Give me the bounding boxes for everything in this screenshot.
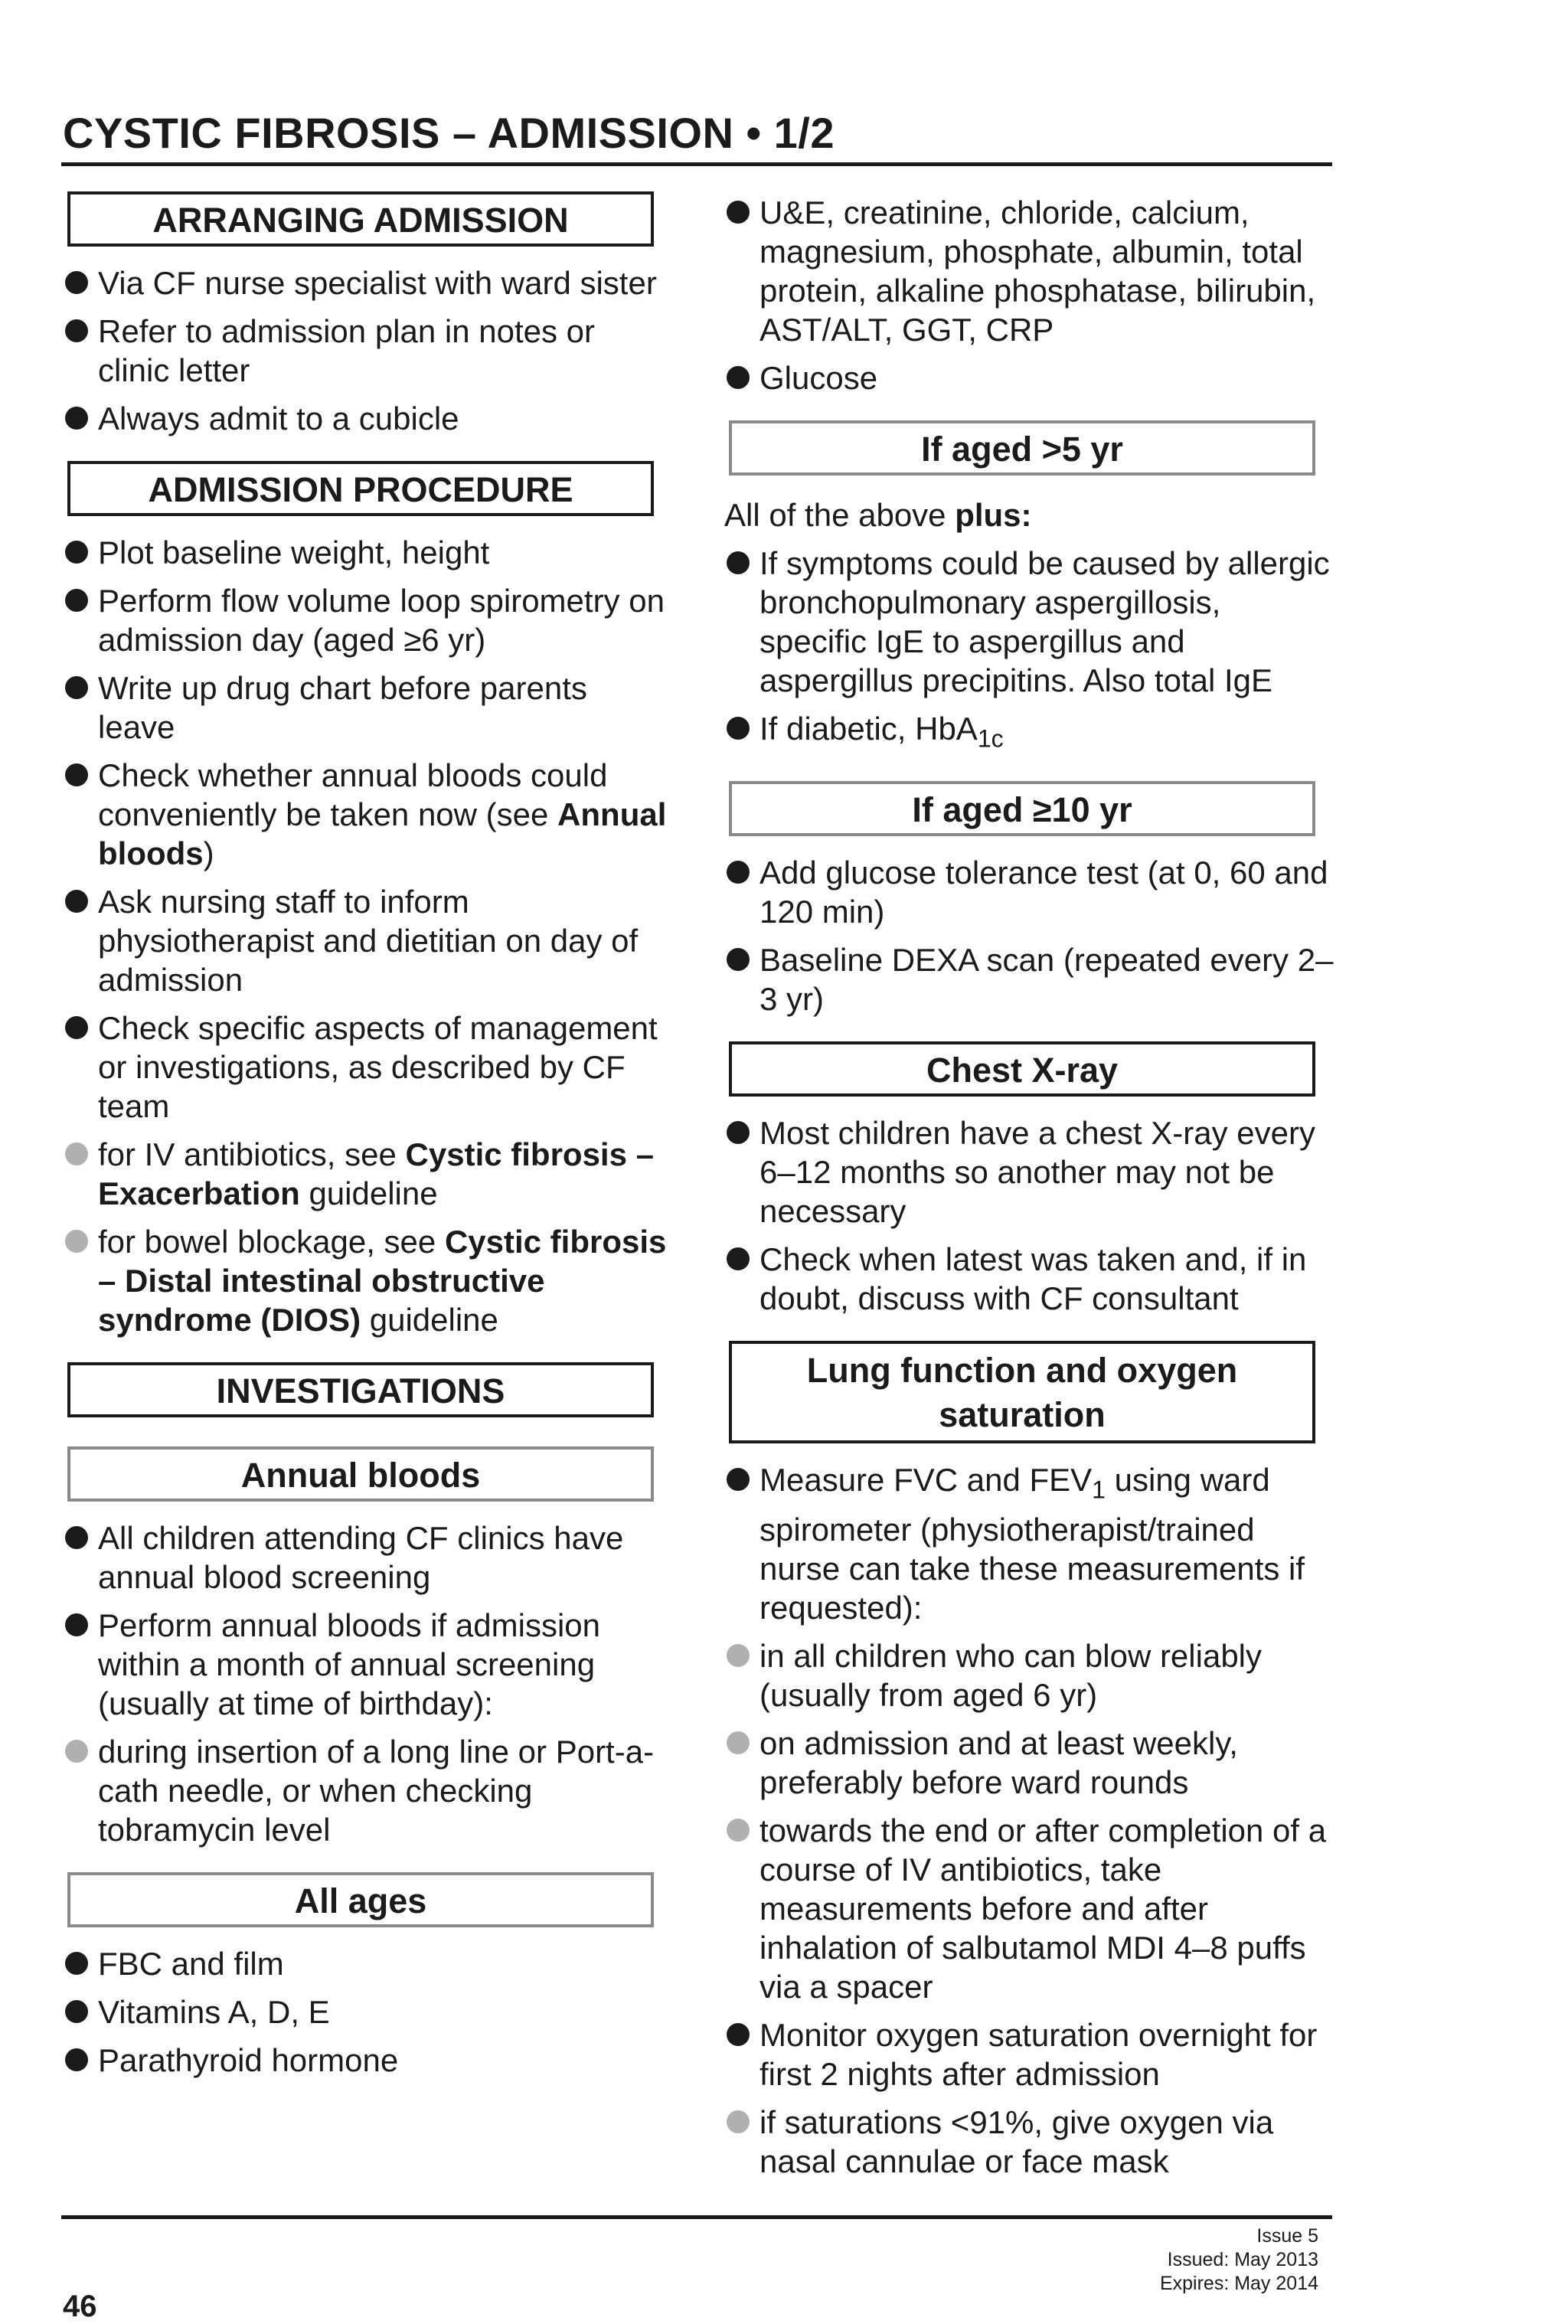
cross-reference-exacerbation: Cystic fibrosis – Exacerbation xyxy=(98,1136,654,1211)
sub-bullet-icon xyxy=(727,1644,750,1667)
sub-bullet-icon xyxy=(65,1230,88,1253)
list-item: Always admit to a cubicle xyxy=(63,399,668,438)
list-item: All children attending CF clinics have annual blood screening xyxy=(63,1518,668,1597)
bullet-icon xyxy=(727,717,750,740)
section-heading-all-ages: All ages xyxy=(67,1872,654,1927)
list-item: Measure FVC and $FEV_1$ using ward spirometer (physiotherapist/trained nurse can take these measurements if requested): xyxy=(724,1460,1337,1626)
list-item: If diabetic, HbA$_{1c}$ xyxy=(724,709,1337,758)
bullet-icon xyxy=(65,1526,88,1549)
aged-10-plus-list xyxy=(724,853,1337,1018)
bullet-icon xyxy=(65,676,88,699)
list-item: U&E, creatinine, chloride, calcium, magnesium, phosphate, albumin, total protein, alkaline phosphatase, bilirubin, AST/ALT, GGT, CRP xyxy=(724,193,1337,349)
list-item: Glucose xyxy=(724,358,1337,397)
sub-list-item: on admission and at least weekly, preferably before ward rounds xyxy=(724,1724,1337,1802)
page-title: CYSTIC FIBROSIS – ADMISSION • 1/2 xyxy=(63,109,835,157)
list-item: Check when latest was taken and, if in doubt, discuss with CF consultant xyxy=(724,1240,1337,1318)
header-rule xyxy=(61,162,1332,166)
left-column xyxy=(63,191,668,2080)
bullet-icon xyxy=(65,407,88,430)
chest-xray-list xyxy=(724,1113,1337,1318)
sub-bullet-icon xyxy=(727,2110,750,2133)
page-number: 46 xyxy=(63,2290,97,2323)
bullet-icon xyxy=(65,890,88,913)
list-item: Refer to admission plan in notes or clinic letter xyxy=(63,312,668,390)
sub-list-item: towards the end or after completion of a course of IV antibiotics, take measurements before and after inhalation of salbutamol MDI 4–8 puffs via a spacer xyxy=(724,1811,1337,2006)
bullet-icon xyxy=(727,1468,750,1491)
annual-bloods-list xyxy=(63,1518,668,1849)
section-heading-annual-bloods: Annual bloods xyxy=(67,1446,654,1502)
bullet-icon xyxy=(727,861,750,884)
list-item: Most children have a chest X-ray every 6–12 months so another may not be necessary xyxy=(724,1113,1337,1231)
bullet-icon xyxy=(727,1247,750,1270)
list-item: Perform annual bloods if admission within a month of annual screening (usually at time of birthday): xyxy=(63,1606,668,1723)
cross-reference-dios: Cystic fibrosis – Distal intestinal obstructive syndrome (DIOS) xyxy=(98,1224,667,1338)
sub-bullet-icon xyxy=(65,1740,88,1763)
bullet-icon xyxy=(65,589,88,612)
list-item: Via CF nurse specialist with ward sister xyxy=(63,263,668,302)
section-heading-procedure: ADMISSION PROCEDURE xyxy=(67,461,654,516)
cross-reference-annual-bloods: Annual bloods xyxy=(98,796,667,871)
list-item: Plot baseline weight, height xyxy=(63,533,668,572)
list-item: Vitamins A, D, E xyxy=(63,1992,668,2031)
list-item: Baseline DEXA scan (repeated every 2–3 yr) xyxy=(724,940,1337,1018)
bullet-icon xyxy=(65,2048,88,2071)
bullet-icon xyxy=(727,201,750,224)
section-heading-lung-function: Lung function and oxygen saturation xyxy=(729,1341,1315,1443)
bullet-icon xyxy=(65,1952,88,1975)
bullet-icon xyxy=(727,1121,750,1144)
bullet-icon xyxy=(65,1016,88,1039)
lung-function-list xyxy=(724,1460,1337,2180)
issue-info xyxy=(1160,2224,1318,2296)
all-ages-list xyxy=(63,1944,668,2080)
aged-over-5-list xyxy=(724,544,1337,758)
expiry-date: Expires: May 2014 xyxy=(1159,2273,1318,2294)
bullet-icon xyxy=(65,541,88,564)
blood-tests-list xyxy=(724,193,1337,397)
aged-over-5-intro: All of the above plus: xyxy=(724,497,1032,533)
bullet-icon xyxy=(727,2023,750,2046)
section-heading-investigations: INVESTIGATIONS xyxy=(67,1362,654,1417)
bullet-icon xyxy=(65,763,88,786)
list-item: Write up drug chart before parents leave xyxy=(63,668,668,747)
sub-list-item: in all children who can blow reliably (usually from aged 6 yr) xyxy=(724,1636,1337,1714)
list-item: Ask nursing staff to inform physiotherapist and dietitian on day of admission xyxy=(63,882,668,999)
sub-list-item: during insertion of a long line or Port-a-cath needle, or when checking tobramycin level xyxy=(63,1732,668,1849)
bullet-icon xyxy=(65,271,88,294)
bullet-icon xyxy=(65,1613,88,1636)
section-heading-arranging: ARRANGING ADMISSION xyxy=(67,191,654,247)
section-heading-aged-10-plus: If aged ≥10 yr xyxy=(729,781,1315,836)
bullet-icon xyxy=(727,551,750,574)
list-item: Parathyroid hormone xyxy=(63,2041,668,2080)
list-item: Check whether annual bloods could conveniently be taken now (see Annual bloods) xyxy=(63,756,668,873)
arranging-list xyxy=(63,263,668,438)
sub-bullet-icon xyxy=(727,1731,750,1754)
issued-date: Issued: May 2013 xyxy=(1167,2249,1318,2270)
bullet-icon xyxy=(65,319,88,342)
list-item: FBC and film xyxy=(63,1944,668,1983)
section-heading-chest-xray: Chest X-ray xyxy=(729,1041,1315,1097)
bullet-icon xyxy=(727,366,750,389)
right-column xyxy=(724,191,1337,2181)
section-heading-aged-over-5: If aged >5 yr xyxy=(729,420,1315,476)
bullet-icon xyxy=(727,948,750,971)
list-item: Monitor oxygen saturation overnight for first 2 nights after admission xyxy=(724,2015,1337,2094)
sub-bullet-icon xyxy=(727,1819,750,1842)
list-item: Check specific aspects of management or investigations, as described by CF team xyxy=(63,1008,668,1126)
list-item: If symptoms could be caused by allergic bronchopulmonary aspergillosis, specific IgE to aspergillus and aspergillus precipitins. Also total IgE xyxy=(724,544,1337,700)
sub-list-item: if saturations <91%, give oxygen via nasal cannulae or face mask xyxy=(724,2103,1337,2181)
sub-list-item: for IV antibiotics, see Cystic fibrosis – Exacerbation guideline xyxy=(63,1135,668,1213)
issue-number: Issue 5 xyxy=(1256,2225,1318,2247)
list-item: Perform flow volume loop spirometry on admission day (aged ≥6 yr) xyxy=(63,581,668,659)
footer-rule xyxy=(61,2215,1332,2219)
procedure-list xyxy=(63,533,668,1339)
sub-bullet-icon xyxy=(65,1142,88,1165)
sub-list-item: for bowel blockage, see Cystic fibrosis – Distal intestinal obstructive syndrome (DIOS) guideline xyxy=(63,1222,668,1339)
bullet-icon xyxy=(65,2000,88,2023)
list-item: Add glucose tolerance test (at 0, 60 and 120 min) xyxy=(724,853,1337,931)
